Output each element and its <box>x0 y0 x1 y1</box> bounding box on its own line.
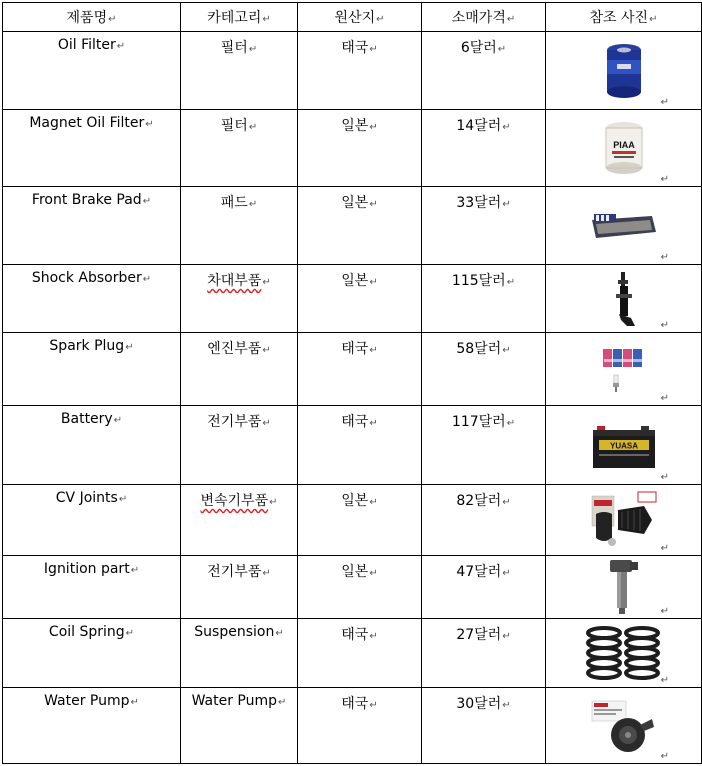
return-mark: ↵ <box>506 14 516 25</box>
return-mark: ↵ <box>502 631 511 642</box>
return-mark: ↵ <box>369 277 378 288</box>
return-mark: ↵ <box>130 697 139 708</box>
return-mark: ↵ <box>262 418 271 429</box>
product-name-cell-text: Coil Spring <box>48 624 125 640</box>
return-mark: ↵ <box>502 345 511 356</box>
return-mark: ↵ <box>113 415 123 426</box>
price-cell-text: 117달러 <box>451 414 506 430</box>
product-name-cell-text: Front Brake Pad <box>31 192 142 208</box>
product-name-cell <box>3 406 181 485</box>
parts-table <box>2 2 702 764</box>
product-name-cell <box>3 556 181 619</box>
category-cell-text: Suspension <box>194 624 275 640</box>
return-mark: ↵ <box>278 697 287 708</box>
product-name-cell-text: Magnet Oil Filter <box>29 115 145 131</box>
origin-cell <box>298 556 422 619</box>
return-mark: ↵ <box>262 14 271 25</box>
price-cell <box>422 688 546 764</box>
price-cell <box>422 32 546 110</box>
price-cell <box>422 406 546 485</box>
return-mark: ↵ <box>369 631 378 642</box>
category-cell-text: 패드 <box>220 195 248 211</box>
oil-filter-icon <box>604 42 644 100</box>
category-cell-text: 필터 <box>220 40 248 56</box>
return-mark: ↵ <box>660 320 669 331</box>
header-category <box>181 3 298 32</box>
category-cell-text: 전기부품 <box>207 414 262 430</box>
header-label: 카테고리 <box>207 10 262 26</box>
category-cell <box>181 619 298 688</box>
return-mark: ↵ <box>118 494 128 505</box>
price-cell <box>422 619 546 688</box>
origin-cell-text: 태국 <box>341 627 369 643</box>
photo-cell <box>546 688 702 764</box>
return-mark: ↵ <box>262 277 271 288</box>
return-mark: ↵ <box>262 568 271 579</box>
return-mark: ↵ <box>248 122 258 133</box>
header-label: 참조 사진 <box>589 10 649 26</box>
photo-cell <box>546 619 702 688</box>
origin-cell-text: 일본 <box>341 493 369 509</box>
origin-cell-text: 태국 <box>341 414 369 430</box>
product-name-cell <box>3 187 181 265</box>
return-mark: ↵ <box>369 44 378 55</box>
water-pump-icon <box>588 697 660 755</box>
product-photo <box>546 562 701 612</box>
origin-cell <box>298 32 422 110</box>
return-mark: ↵ <box>142 196 152 207</box>
return-mark: ↵ <box>248 199 258 210</box>
return-mark: ↵ <box>369 568 378 579</box>
product-photo <box>546 38 701 103</box>
coil-spring-icon <box>584 625 664 681</box>
return-mark: ↵ <box>660 174 669 185</box>
return-mark: ↵ <box>262 345 271 356</box>
return-mark: ↵ <box>660 751 669 762</box>
product-photo <box>546 116 701 180</box>
price-cell-text: 58달러 <box>456 341 502 357</box>
photo-cell <box>546 333 702 406</box>
brake-pad-icon <box>588 206 660 246</box>
photo-cell <box>546 32 702 110</box>
spark-plug-icon <box>600 345 648 393</box>
ignition-coil-icon <box>604 558 644 616</box>
return-mark: ↵ <box>275 628 284 639</box>
table-row <box>3 110 702 187</box>
product-name-cell <box>3 265 181 333</box>
price-cell <box>422 556 546 619</box>
photo-cell <box>546 485 702 556</box>
return-mark: ↵ <box>502 199 511 210</box>
table-row <box>3 187 702 265</box>
return-mark: ↵ <box>269 497 278 508</box>
header-label: 소매가격 <box>451 10 506 26</box>
table-row <box>3 619 702 688</box>
return-mark: ↵ <box>506 277 516 288</box>
return-mark: ↵ <box>108 14 117 25</box>
category-cell <box>181 688 298 764</box>
header-price <box>422 3 546 32</box>
return-mark: ↵ <box>502 497 511 508</box>
brand-label: PIAA <box>612 140 635 150</box>
battery-icon <box>591 420 657 470</box>
return-mark: ↵ <box>502 568 511 579</box>
category-cell-text: 전기부품 <box>207 564 262 580</box>
origin-cell <box>298 333 422 406</box>
category-cell-text: 필터 <box>220 118 248 134</box>
return-mark: ↵ <box>660 97 669 108</box>
category-cell <box>181 110 298 187</box>
origin-cell-text: 일본 <box>341 118 369 134</box>
product-name-cell-text: Spark Plug <box>49 338 125 354</box>
return-mark: ↵ <box>649 14 658 25</box>
brand-label: YUASA <box>609 441 638 451</box>
product-name-cell <box>3 688 181 764</box>
return-mark: ↵ <box>145 119 154 130</box>
shock-absorber-icon <box>609 270 639 328</box>
return-mark: ↵ <box>369 700 378 711</box>
price-cell <box>422 187 546 265</box>
return-mark: ↵ <box>248 44 258 55</box>
return-mark: ↵ <box>125 342 134 353</box>
price-cell-text: 47달러 <box>456 564 502 580</box>
return-mark: ↵ <box>660 472 669 483</box>
product-name-cell-text: Battery <box>60 411 113 427</box>
product-photo <box>546 694 701 757</box>
category-cell <box>181 32 298 110</box>
return-mark: ↵ <box>369 122 378 133</box>
return-mark: ↵ <box>376 14 385 25</box>
product-name-cell <box>3 110 181 187</box>
origin-cell <box>298 688 422 764</box>
origin-cell <box>298 406 422 485</box>
product-name-cell <box>3 619 181 688</box>
price-cell <box>422 333 546 406</box>
product-name-cell <box>3 32 181 110</box>
price-cell <box>422 485 546 556</box>
product-photo <box>546 412 701 478</box>
price-cell-text: 30달러 <box>456 696 502 712</box>
category-cell-text: Water Pump <box>191 693 278 709</box>
product-photo <box>546 625 701 681</box>
return-mark: ↵ <box>125 628 135 639</box>
photo-cell <box>546 556 702 619</box>
table-row <box>3 333 702 406</box>
return-mark: ↵ <box>497 44 507 55</box>
product-photo <box>546 193 701 258</box>
return-mark: ↵ <box>660 606 669 617</box>
category-cell <box>181 556 298 619</box>
origin-cell <box>298 265 422 333</box>
return-mark: ↵ <box>369 199 378 210</box>
origin-cell-text: 일본 <box>341 195 369 211</box>
return-mark: ↵ <box>506 418 516 429</box>
header-product-name <box>3 3 181 32</box>
table-row <box>3 556 702 619</box>
table-row <box>3 485 702 556</box>
header-label: 제품명 <box>66 10 108 26</box>
origin-cell-text: 일본 <box>341 273 369 289</box>
category-cell <box>181 265 298 333</box>
table-row <box>3 32 702 110</box>
price-cell-text: 82달러 <box>456 493 502 509</box>
return-mark: ↵ <box>116 41 126 52</box>
product-photo <box>546 271 701 326</box>
photo-cell <box>546 406 702 485</box>
product-photo <box>546 491 701 549</box>
category-cell <box>181 333 298 406</box>
table-row <box>3 406 702 485</box>
header-photo <box>546 3 702 32</box>
price-cell <box>422 265 546 333</box>
product-name-cell <box>3 485 181 556</box>
table-row <box>3 688 702 764</box>
header-label: 원산지 <box>334 10 376 26</box>
product-name-cell-text: Oil Filter <box>57 37 116 53</box>
return-mark: ↵ <box>660 675 669 686</box>
return-mark: ↵ <box>130 565 140 576</box>
return-mark: ↵ <box>502 700 511 711</box>
price-cell-text: 33달러 <box>456 195 502 211</box>
photo-cell <box>546 265 702 333</box>
return-mark: ↵ <box>369 497 378 508</box>
price-cell-text: 14달러 <box>456 118 502 134</box>
category-cell <box>181 485 298 556</box>
cv-joint-icon <box>588 490 660 550</box>
origin-cell-text: 태국 <box>341 341 369 357</box>
product-photo <box>546 339 701 399</box>
photo-cell <box>546 110 702 187</box>
origin-cell <box>298 485 422 556</box>
return-mark: ↵ <box>660 393 669 404</box>
price-cell-text: 115달러 <box>451 273 506 289</box>
price-cell-text: 27달러 <box>456 627 502 643</box>
category-cell-text: 변속기부품 <box>200 493 269 509</box>
category-cell <box>181 187 298 265</box>
return-mark: ↵ <box>369 418 378 429</box>
photo-cell <box>546 187 702 265</box>
header-origin <box>298 3 422 32</box>
table-row <box>3 265 702 333</box>
return-mark: ↵ <box>660 543 669 554</box>
category-cell <box>181 406 298 485</box>
category-cell-text: 차대부품 <box>207 273 262 289</box>
origin-cell <box>298 187 422 265</box>
magnet-oil-filter-icon <box>603 119 645 177</box>
table-header-row <box>3 3 702 32</box>
return-mark: ↵ <box>369 345 378 356</box>
product-name-cell-text: Water Pump <box>44 693 130 709</box>
return-mark: ↵ <box>660 252 669 263</box>
product-name-cell-text: CV Joints <box>55 490 118 506</box>
origin-cell-text: 태국 <box>341 40 369 56</box>
origin-cell <box>298 619 422 688</box>
origin-cell <box>298 110 422 187</box>
product-name-cell-text: Ignition part <box>43 561 130 577</box>
category-cell-text: 엔진부품 <box>207 341 262 357</box>
origin-cell-text: 일본 <box>341 564 369 580</box>
price-cell <box>422 110 546 187</box>
return-mark: ↵ <box>502 122 511 133</box>
product-name-cell-text: Shock Absorber <box>31 270 142 286</box>
product-name-cell <box>3 333 181 406</box>
origin-cell-text: 태국 <box>341 696 369 712</box>
price-cell-text: 6달러 <box>460 40 497 56</box>
return-mark: ↵ <box>142 274 152 285</box>
